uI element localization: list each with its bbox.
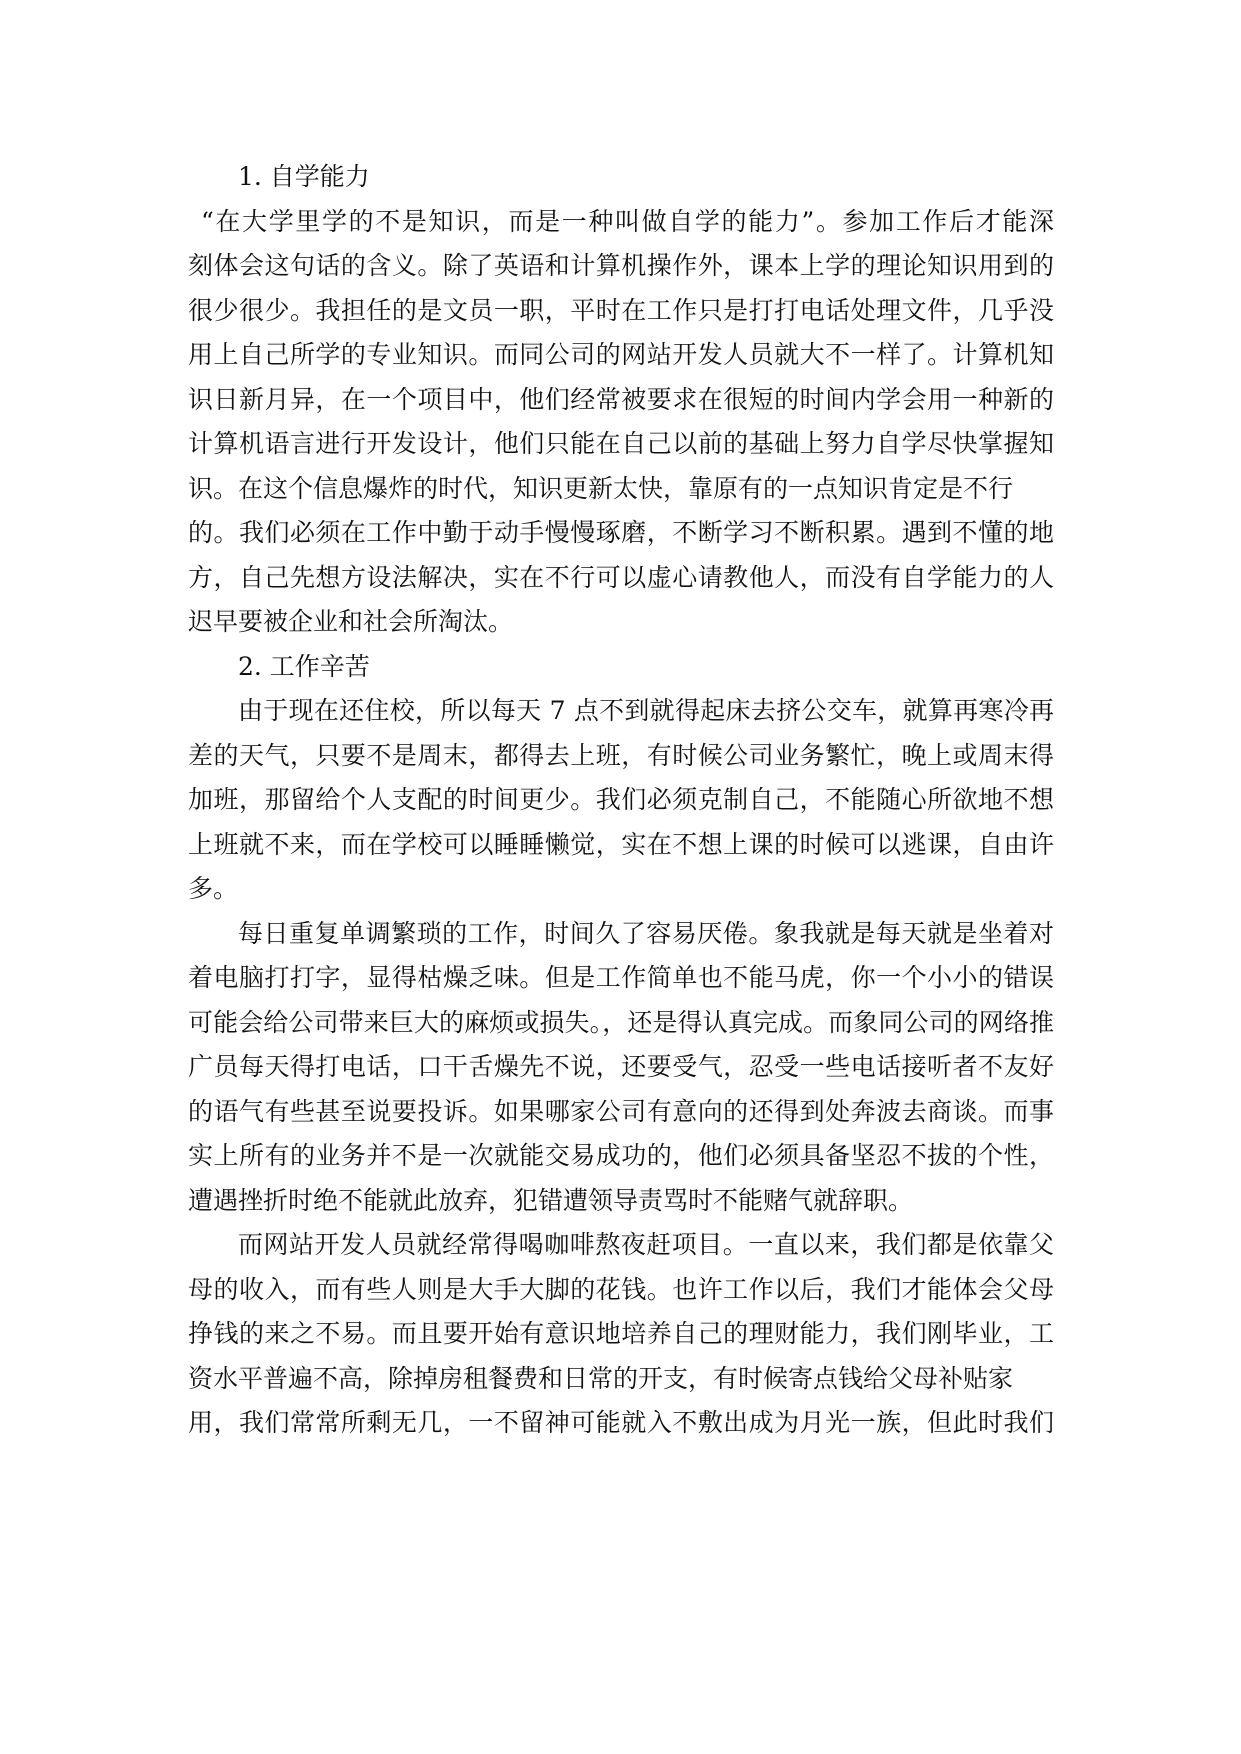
paragraph-line: 由于现在还住校，所以每天 7 点不到就得起床去挤公交车，就算再寒冷再 [238,696,1054,725]
paragraph-line: 而网站开发人员就经常得喝咖啡熬夜赶项目。一直以来，我们都是依靠父 [238,1230,1054,1259]
paragraph-line: 的语气有些甚至说要投诉。如果哪家公司有意向的还得到处奔波去商谈。而事 [188,1096,1054,1126]
paragraph-line: 刻体会这句话的含义。除了英语和计算机操作外，课本上学的理论知识用到的 [188,251,1054,280]
section-heading: 2. 工作辛苦 [238,651,370,681]
paragraph-line: 用，我们常常所剩无几，一不留神可能就入不敷出成为月光一族，但此时我们 [188,1408,1054,1437]
paragraph-line: 很少很少。我担任的是文员一职，平时在工作只是打打电话处理文件，几乎没 [188,295,1054,325]
paragraph-line: 广员每天得打电话，口干舌燥先不说，还要受气，忍受一些电话接听者不友好 [188,1052,1054,1081]
paragraph-line: 遭遇挫折时绝不能就此放弃，犯错遭领导责骂时不能赌气就辞职。 [188,1185,914,1215]
paragraph-line: “在大学里学的不是知识，而是一种叫做自学的能力”。参加工作后才能深 [201,206,1054,236]
paragraph-line: 着电脑打打字，显得枯燥乏味。但是工作简单也不能马虎，你一个小小的错误 [188,963,1054,992]
paragraph-line: 加班，那留给个人支配的时间更少。我们必须克制自己，不能随心所欲地不想 [188,785,1054,814]
paragraph-line: 方，自己先想方设法解决，实在不行可以虚心请教他人，而没有自学能力的人 [188,562,1054,592]
paragraph-line: 识日新月异，在一个项目中，他们经常被要求在很短的时间内学会用一种新的 [188,384,1054,414]
paragraph-line: 迟早要被企业和社会所淘汰。 [188,607,514,636]
paragraph-line: 实上所有的业务并不是一次就能交易成功的，他们必须具备坚忍不拔的个性， [188,1141,1054,1170]
section-heading: 1. 自学能力 [238,162,370,191]
paragraph-line: 每日重复单调繁琐的工作，时间久了容易厌倦。象我就是每天就是坐着对 [238,918,1054,948]
paragraph-line: 挣钱的来之不易。而且要开始有意识地培养自己的理财能力，我们刚毕业，工 [188,1319,1054,1348]
paragraph-line: 的。我们必须在工作中勤于动手慢慢琢磨，不断学习不断积累。遇到不懂的地 [188,518,1054,547]
paragraph-line: 用上自己所学的专业知识。而同公司的网站开发人员就大不一样了。计算机知 [188,340,1054,369]
paragraph-line: 多。 [188,874,239,903]
paragraph-line: 母的收入，而有些人则是大手大脚的花钱。也许工作以后，我们才能体会父母 [188,1274,1054,1304]
paragraph-line: 可能会给公司带来巨大的麻烦或损失。，还是得认真完成。而象同公司的网络推 [188,1007,1054,1037]
paragraph-line: 计算机语言进行开发设计，他们只能在自己以前的基础上努力自学尽快掌握知 [188,429,1054,458]
document-body [188,155,1054,1446]
paragraph-line: 差的天气，只要不是周末，都得去上班，有时候公司业务繁忙，晚上或周末得 [188,740,1054,770]
paragraph-line: 识。在这个信息爆炸的时代，知识更新太快，靠原有的一点知识肯定是不行 [188,473,1014,503]
paragraph-line: 资水平普遍不高，除掉房租餐费和日常的开支，有时候寄点钱给父母补贴家 [188,1363,1014,1393]
paragraph-line: 上班就不来，而在学校可以睡睡懒觉，实在不想上课的时候可以逃课，自由许 [188,829,1054,859]
